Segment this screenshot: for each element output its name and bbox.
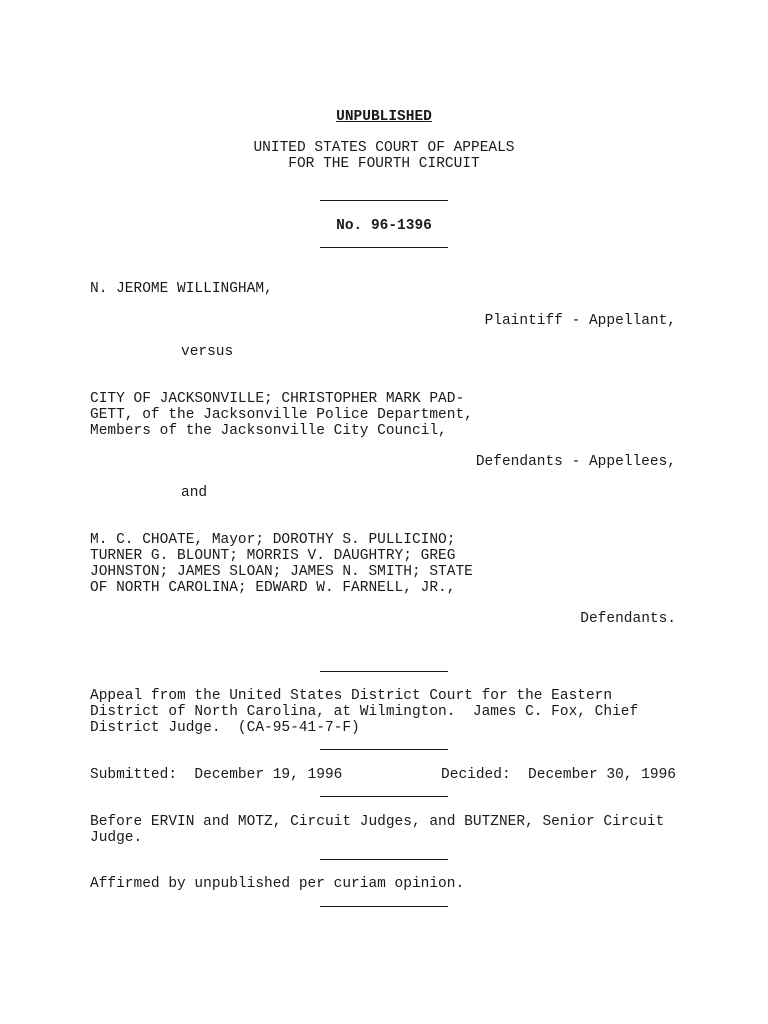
defendants-role: Defendants. bbox=[580, 611, 676, 627]
disposition: Affirmed by unpublished per curiam opinion. bbox=[90, 876, 465, 892]
appeal-line3: District Judge. (CA-95-41-7-F) bbox=[90, 720, 360, 736]
panel-line1: Before ERVIN and MOTZ, Circuit Judges, and BUTZNER, Senior Circuit bbox=[90, 814, 665, 830]
defendants-line2: TURNER G. BLOUNT; MORRIS V. DAUGHTRY; GREG bbox=[90, 548, 456, 564]
submitted-date: Submitted: December 19, 1996 bbox=[90, 767, 343, 783]
appeal-line2: District of North Carolina, at Wilmington. James C. Fox, Chief bbox=[90, 704, 639, 720]
court-name-line1: UNITED STATES COURT OF APPEALS bbox=[253, 140, 515, 156]
defendants-appellees-line3: Members of the Jacksonville City Council, bbox=[90, 423, 447, 439]
defendants-appellees-role: Defendants - Appellees, bbox=[475, 454, 676, 470]
divider bbox=[320, 247, 448, 248]
divider bbox=[320, 906, 448, 907]
divider bbox=[320, 796, 448, 797]
versus-label: versus bbox=[181, 344, 234, 360]
unpublished-label: UNPUBLISHED bbox=[336, 109, 432, 125]
plaintiff-role: Plaintiff - Appellant, bbox=[484, 313, 676, 329]
defendants-appellees-line2: GETT, of the Jacksonville Police Department, bbox=[90, 407, 473, 423]
divider bbox=[320, 749, 448, 750]
defendants-line4: OF NORTH CAROLINA; EDWARD W. FARNELL, JR., bbox=[90, 580, 456, 596]
decided-date: Decided: December 30, 1996 bbox=[441, 767, 676, 783]
court-name-line2: FOR THE FOURTH CIRCUIT bbox=[288, 156, 480, 172]
divider bbox=[320, 671, 448, 672]
and-label: and bbox=[181, 485, 208, 501]
plaintiff-name: N. JEROME WILLINGHAM, bbox=[90, 281, 273, 297]
panel-line2: Judge. bbox=[90, 830, 143, 846]
divider bbox=[320, 859, 448, 860]
defendants-line3: JOHNSTON; JAMES SLOAN; JAMES N. SMITH; STATE bbox=[90, 564, 473, 580]
appeal-line1: Appeal from the United States District Court for the Eastern bbox=[90, 688, 613, 704]
divider bbox=[320, 200, 448, 201]
defendants-line1: M. C. CHOATE, Mayor; DOROTHY S. PULLICINO; bbox=[90, 532, 456, 548]
defendants-appellees-line1: CITY OF JACKSONVILLE; CHRISTOPHER MARK PAD- bbox=[90, 391, 465, 407]
case-number: No. 96-1396 bbox=[336, 218, 432, 234]
